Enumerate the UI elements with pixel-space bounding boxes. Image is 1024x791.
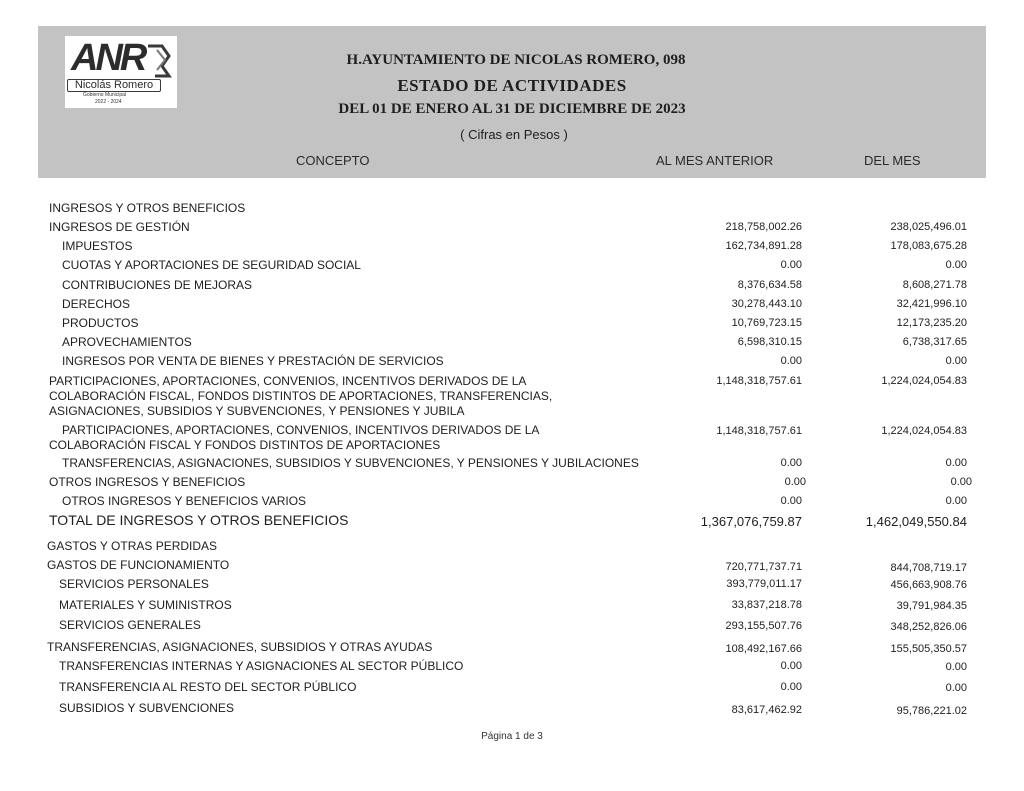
table-row-total <box>0 513 1024 531</box>
currency-note: ( Cifras en Pesos ) <box>460 127 568 142</box>
logo-monogram: ANR <box>71 37 145 79</box>
value-current-month: 0.00 <box>945 259 967 271</box>
table-row <box>0 278 1024 294</box>
value-previous-month: 0.00 <box>780 681 802 693</box>
row-label: OTROS INGRESOS Y BENEFICIOS VARIOS <box>62 494 307 508</box>
value-previous-month: 0.00 <box>780 495 802 507</box>
value-previous-month: 30,278,443.10 <box>731 298 802 310</box>
value-previous-month: 218,758,002.26 <box>725 221 802 233</box>
table-row <box>0 354 1024 370</box>
column-header-current-month: DEL MES <box>864 153 921 168</box>
value-current-month: 0.00 <box>945 682 967 694</box>
row-label: PARTICIPACIONES, APORTACIONES, CONVENIOS, INCENTIVOS DERIVADOS DE LA COLABORACIÓN FISCAL, FONDOS DISTINTOS DE APORTACIONES, TRANSFERENCIAS, ASIGNACIONES, SUBSIDIOS Y SUBVENCIONES, Y PENSIONES Y JUBILA <box>49 374 553 418</box>
page-number: Página 1 de 3 <box>481 731 543 742</box>
value-previous-month: 8,376,634.58 <box>737 279 802 291</box>
row-label: OTROS INGRESOS Y BENEFICIOS <box>49 475 246 489</box>
row-label: TRANSFERENCIAS, ASIGNACIONES, SUBSIDIOS Y OTRAS AYUDAS <box>47 640 433 654</box>
table-row <box>0 577 1024 593</box>
value-previous-month: 33,837,218.78 <box>731 599 802 611</box>
table-row <box>0 539 1024 555</box>
row-label: INGRESOS POR VENTA DE BIENES Y PRESTACIÓN DE SERVICIOS <box>62 354 444 368</box>
table-row <box>0 475 1024 491</box>
value-previous-month: 83,617,462.92 <box>731 704 802 716</box>
row-label: PRODUCTOS <box>62 316 139 330</box>
value-current-month: 238,025,496.01 <box>890 221 967 233</box>
row-label: DERECHOS <box>62 297 131 311</box>
value-current-month: 1,462,049,550.84 <box>865 514 967 529</box>
value-current-month: 0.00 <box>945 457 967 469</box>
value-current-month: 456,663,908.76 <box>890 579 967 591</box>
value-previous-month: 393,779,011.17 <box>726 578 802 590</box>
value-current-month: 39,791,984.35 <box>896 600 967 612</box>
report-title: ESTADO DE ACTIVIDADES <box>397 76 627 95</box>
value-previous-month: 0.00 <box>780 355 802 367</box>
value-previous-month: 0.00 <box>784 476 806 488</box>
value-current-month: 0.00 <box>945 495 967 507</box>
table-row <box>0 239 1024 255</box>
table-row <box>0 618 1024 634</box>
value-current-month: 95,786,221.02 <box>896 705 967 717</box>
value-previous-month: 0.00 <box>780 259 802 271</box>
value-current-month: 12,173,235.20 <box>896 317 967 329</box>
municipal-logo <box>65 36 177 108</box>
value-previous-month: 0.00 <box>780 457 802 469</box>
value-current-month: 844,708,719.17 <box>890 562 967 574</box>
value-previous-month: 108,492,167.66 <box>725 643 802 655</box>
logo-name: Nicolás Romero <box>67 79 161 92</box>
value-current-month: 1,224,024,054.83 <box>881 375 967 387</box>
row-label: GASTOS Y OTRAS PERDIDAS <box>47 539 218 553</box>
table-row <box>0 659 1024 675</box>
value-current-month: 155,505,350.57 <box>890 643 967 655</box>
table-row <box>0 456 1024 472</box>
table-row <box>0 297 1024 313</box>
value-previous-month: 720,771,737.71 <box>725 561 802 573</box>
value-previous-month: 1,367,076,759.87 <box>700 514 802 529</box>
value-previous-month: 0.00 <box>780 660 802 672</box>
value-current-month: 1,224,024,054.83 <box>881 425 967 437</box>
value-current-month: 178,083,675.28 <box>890 240 967 252</box>
row-label: TRANSFERENCIAS, ASIGNACIONES, SUBSIDIOS Y SUBVENCIONES, Y PENSIONES Y JUBILACIONES <box>62 456 639 470</box>
row-label: INGRESOS DE GESTIÓN <box>49 220 190 234</box>
table-row <box>0 258 1024 274</box>
column-header-concept: CONCEPTO <box>296 153 370 168</box>
value-current-month: 0.00 <box>950 476 972 488</box>
table-row <box>0 680 1024 696</box>
value-previous-month: 162,734,891.28 <box>725 240 802 252</box>
table-row <box>0 640 1024 656</box>
row-label: INGRESOS Y OTROS BENEFICIOS <box>49 201 246 215</box>
row-label: CUOTAS Y APORTACIONES DE SEGURIDAD SOCIAL <box>62 258 361 272</box>
table-row <box>0 598 1024 614</box>
table-row <box>0 423 1024 455</box>
row-label: PARTICIPACIONES, APORTACIONES, CONVENIOS, INCENTIVOS DERIVADOS DE LA COLABORACIÓN FISCAL Y FONDOS DISTINTOS DE APORTACIONES <box>49 423 539 452</box>
value-previous-month: 1,148,318,757.61 <box>716 425 802 437</box>
value-previous-month: 6,598,310.15 <box>737 336 802 348</box>
value-current-month: 0.00 <box>945 355 967 367</box>
municipality-title: H.AYUNTAMIENTO DE NICOLAS ROMERO, 098 <box>346 52 686 68</box>
value-previous-month: 1,148,318,757.61 <box>716 375 802 387</box>
row-label: SERVICIOS GENERALES <box>59 618 201 632</box>
table-row <box>0 494 1024 510</box>
row-label: GASTOS DE FUNCIONAMIENTO <box>47 558 230 572</box>
value-previous-month: 10,769,723.15 <box>731 317 802 329</box>
row-label: MATERIALES Y SUMINISTROS <box>59 598 232 612</box>
row-label: SERVICIOS PERSONALES <box>59 577 209 591</box>
report-period: DEL 01 DE ENERO AL 31 DE DICIEMBRE DE 2023 <box>338 101 686 117</box>
value-current-month: 8,608,271.78 <box>902 279 967 291</box>
row-label: TRANSFERENCIA AL RESTO DEL SECTOR PÚBLICO <box>59 680 357 694</box>
row-label: APROVECHAMIENTOS <box>62 335 192 349</box>
logo-subtitle: Gobierno Municipal <box>83 92 127 98</box>
logo-years: 2022 - 2024 <box>95 99 122 105</box>
table-row <box>0 701 1024 717</box>
value-previous-month: 293,155,507.76 <box>725 620 802 632</box>
row-label: TOTAL DE INGRESOS Y OTROS BENEFICIOS <box>49 512 349 528</box>
table-row <box>0 316 1024 332</box>
table-row <box>0 335 1024 351</box>
row-label: SUBSIDIOS Y SUBVENCIONES <box>59 701 234 715</box>
row-label: IMPUESTOS <box>62 239 133 253</box>
table-row <box>0 201 1024 217</box>
table-row <box>0 558 1024 574</box>
column-header-previous-month: AL MES ANTERIOR <box>656 153 774 168</box>
value-current-month: 32,421,996.10 <box>896 298 967 310</box>
table-row <box>0 220 1024 236</box>
value-current-month: 0.00 <box>945 661 967 673</box>
row-label: CONTRIBUCIONES DE MEJORAS <box>62 278 253 292</box>
row-label: TRANSFERENCIAS INTERNAS Y ASIGNACIONES AL SECTOR PÚBLICO <box>59 659 464 673</box>
table-row <box>0 374 1024 420</box>
value-current-month: 348,252,826.06 <box>890 621 967 633</box>
value-current-month: 6,738,317.65 <box>902 336 967 348</box>
